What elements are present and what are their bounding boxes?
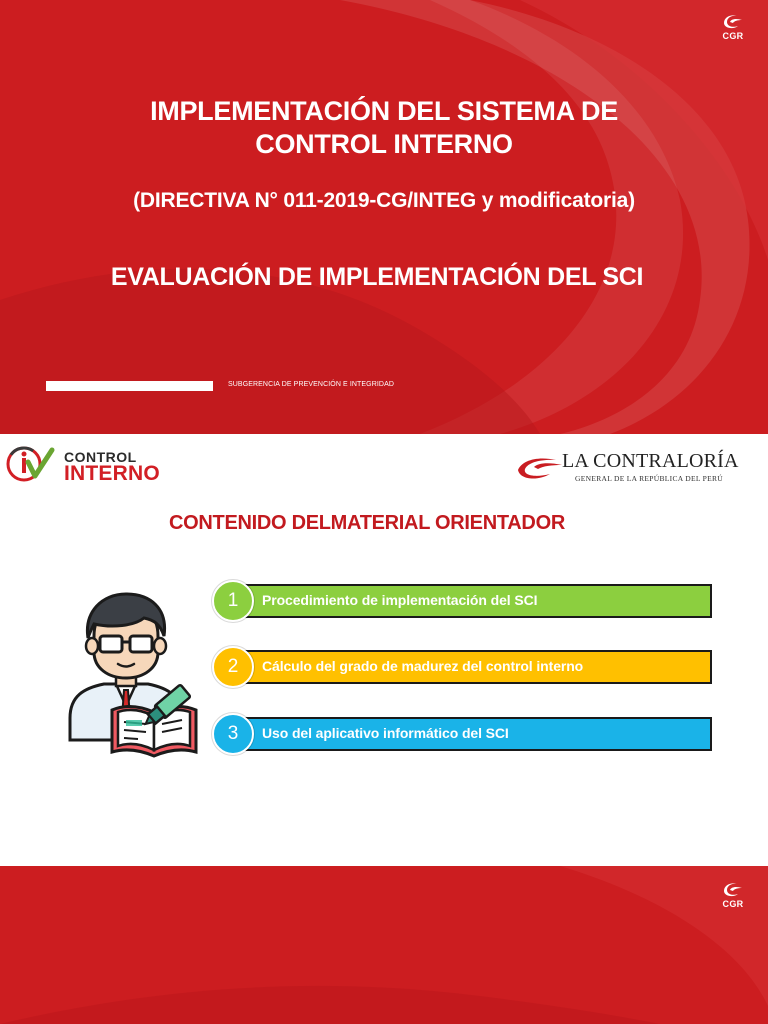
content-item-1-label: Procedimiento de implementación del SCI — [262, 592, 538, 608]
cover-directiva: (DIRECTIVA N° 011-2019-CG/INTEG y modificatoria) — [133, 189, 635, 212]
control-interno-logo-line1: CONTROL — [64, 449, 137, 465]
content-item-3 — [212, 713, 712, 753]
closing-slide — [0, 866, 768, 1024]
cover-evaluacion: EVALUACIÓN DE IMPLEMENTACIÓN DEL SCI — [110, 263, 644, 291]
cgr-emblem-icon — [721, 882, 745, 898]
content-item-2-number: 2 — [212, 646, 254, 688]
background-swoosh — [0, 0, 768, 434]
cgr-emblem-icon — [721, 14, 745, 30]
contraloria-logo — [516, 450, 748, 490]
cover-white-bar — [46, 381, 213, 391]
cgr-logo — [716, 882, 750, 916]
cgr-logo-text: CGR — [722, 899, 744, 909]
contraloria-subtitle: GENERAL DE LA REPÚBLICA DEL PERÚ — [575, 474, 724, 483]
contraloria-swoosh-icon — [516, 452, 564, 482]
background-swoosh — [0, 866, 768, 1024]
cover-title-line2: CONTROL INTERNO — [255, 129, 513, 159]
control-interno-emblem-icon — [6, 444, 58, 484]
content-item-3-label: Uso del aplicativo informático del SCI — [262, 725, 509, 741]
contenido-slide — [0, 434, 768, 866]
control-interno-logo-line2: INTERNO — [64, 462, 160, 485]
content-item-1-number: 1 — [212, 580, 254, 622]
cover-title — [0, 95, 768, 161]
content-item-2-label: Cálculo del grado de madurez del control interno — [262, 658, 584, 674]
cgr-logo — [716, 14, 750, 48]
content-item-3-number: 3 — [212, 713, 254, 755]
cover-subgerencia: SUBGERENCIA DE PREVENCIÓN E INTEGRIDAD — [228, 381, 394, 388]
contenido-heading: CONTENIDO DELMATERIAL ORIENTADOR — [169, 512, 565, 534]
control-interno-logo — [6, 442, 176, 484]
content-item-2 — [212, 646, 712, 686]
contraloria-name: LA CONTRALORÍA — [562, 450, 739, 472]
cover-slide — [0, 0, 768, 434]
cgr-logo-text: CGR — [722, 31, 744, 41]
cover-title-line1: IMPLEMENTACIÓN DEL SISTEMA DE — [150, 96, 618, 126]
content-item-1 — [212, 580, 712, 620]
person-with-book-icon — [64, 590, 204, 762]
